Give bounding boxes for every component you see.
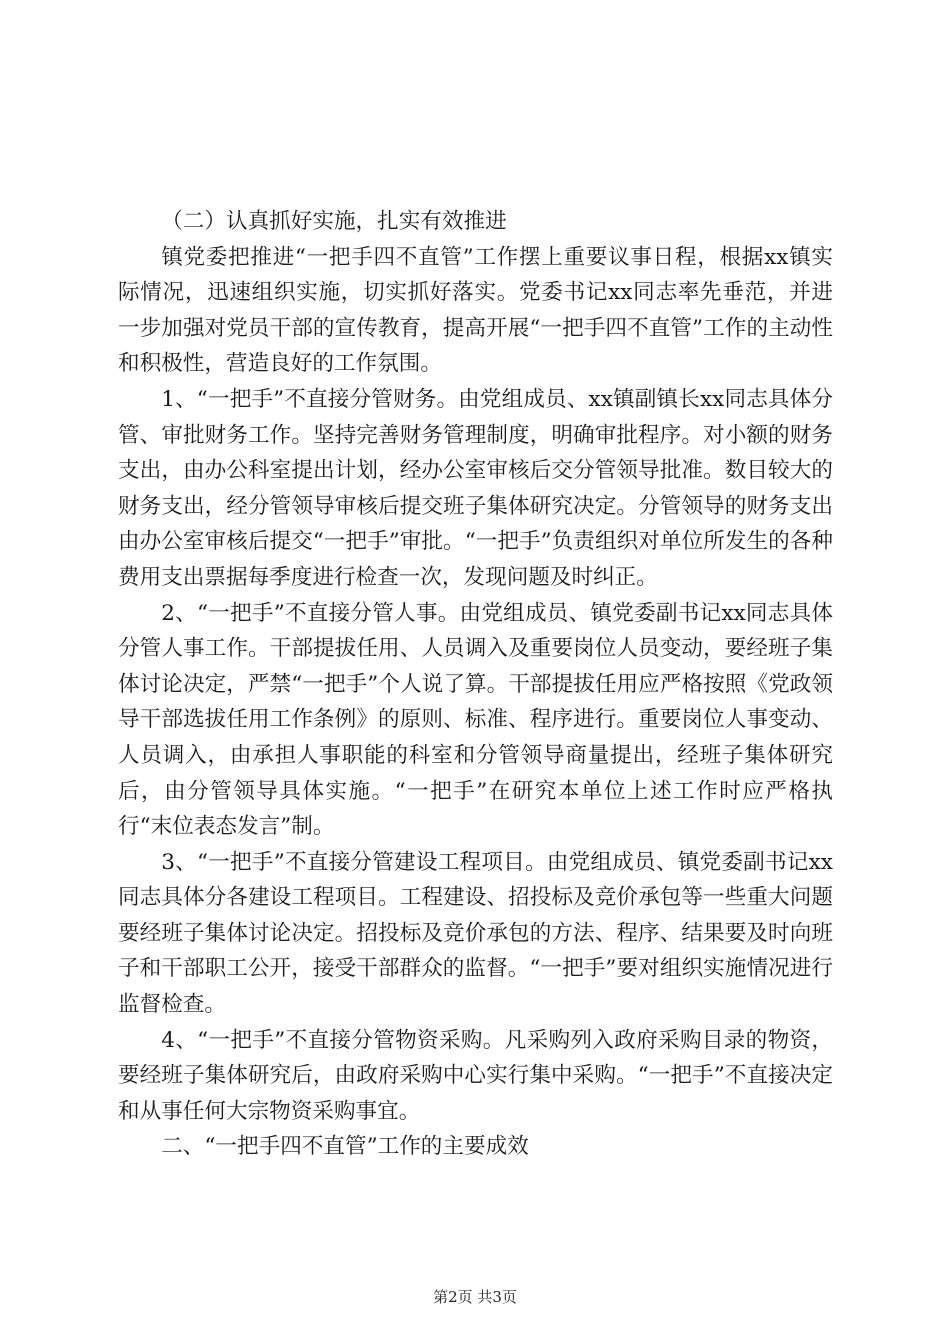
paragraph-item-personnel: 2、“一把手”不直接分管人事。由党组成员、镇党委副书记xx同志具体分管人事工作。干部提拔任用、人员调入及重要岗位人员变动，要经班子集体讨论决定，严禁“一把手”个人说了算。干部提拔任用应严格按照《党政领导干部选拔任用工作条例》的原则、标准、程序进行。重要岗位人事变动、人员调入，由承担人事职能的科室和分管领导商量提出，经班子集体研究后，由分管领导具体实施。“一把手”在研究本单位上述工作时应严格执行“末位表态发言”制。 (118, 600, 833, 840)
paragraph-item-finance: 1、“一把手”不直接分管财务。由党组成员、xx镇副镇长xx同志具体分管、审批财务工作。坚持完善财务管理制度，明确审批程序。对小额的财务支出，由办公科室提出计划，经办公室审核后交分管领导批准。数目较大的财务支出，经分管领导审核后提交班子集体研究决定。分管领导的财务支出由办公室审核后提交“一把手”审批。“一把手”负责组织对单位所发生的各种费用支出票据每季度进行检查一次，发现问题及时纠正。 (118, 386, 833, 590)
section-heading-results: 二、“一把手四不直管”工作的主要成效 (161, 1134, 529, 1160)
paragraph-item-construction: 3、“一把手”不直接分管建设工程项目。由党组成员、镇党委副书记xx同志具体分各建设工程项目。工程建设、招投标及竞价承包等一些重大问题要经班子集体讨论决定。招投标及竞价承包的方法、程序、结果要及时向班子和干部职工公开，接受干部群众的监督。“一把手”要对组织实施情况进行监督检查。 (118, 849, 833, 1018)
paragraph-intro: 镇党委把推进“一把手四不直管”工作摆上重要议事日程，根据xx镇实际情况，迅速组织实施，切实抓好落实。党委书记xx同志率先垂范，并进一步加强对党员干部的宣传教育，提高开展“一把手四不直管”工作的主动性和积极性，营造良好的工作氛围。 (118, 244, 833, 377)
paragraph-item-procurement: 4、“一把手”不直接分管物资采购。凡采购列入政府采购目录的物资，要经班子集体研究后，由政府采购中心实行集中采购。“一把手”不直接决定和从事任何大宗物资采购事宜。 (118, 1027, 833, 1124)
page-number-footer: 第2页 共3页 (433, 1288, 517, 1306)
section-heading-implementation: （二）认真抓好实施，扎实有效推进 (161, 209, 507, 234)
document-body (118, 204, 833, 1165)
